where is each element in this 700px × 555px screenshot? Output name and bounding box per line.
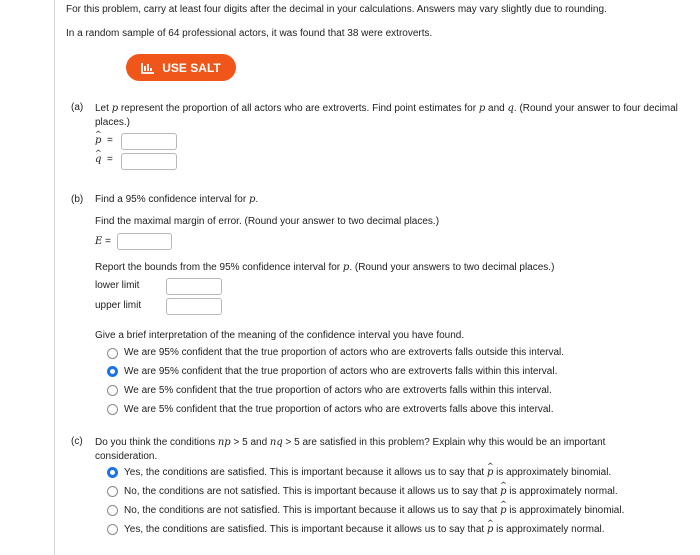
conditions-option-1-label[interactable]: Yes, the conditions are satisfied. This is important because it allows us to say that ^ p is approximately binomial. [124,467,611,478]
conditions-option-3-radio[interactable] [107,505,118,516]
conditions-option-1-radio[interactable] [107,467,118,478]
margin-error-input[interactable] [117,233,172,250]
interpretation-option-1-label[interactable]: We are 95% confident that the true proportion of actors who are extroverts falls outside this interval. [124,347,565,358]
part-a-prompt: Let p represent the proportion of all actors who are extroverts. Find point estimates for p and q. (Round your answer to four decimal places.) [95,103,678,128]
bounds-prompt: Report the bounds from the 95% confidence interval for p. (Round your answers to two decimal places.) [95,262,555,273]
left-border [54,0,55,555]
e-label: E = [95,236,111,247]
margin-error-prompt: Find the maximal margin of error. (Round your answer to two decimal places.) [95,216,440,227]
q-hat-input[interactable] [121,153,177,170]
interpretation-option-3-radio[interactable] [107,385,118,396]
part-c-prompt: Do you think the conditions np > 5 and nq > 5 are satisfied in this problem? Explain why this would be an important consideration. [95,437,606,462]
conditions-option-2-radio[interactable] [107,486,118,497]
use-salt-button[interactable] [126,54,236,81]
q-hat-label: ^ q [95,154,101,165]
upper-limit-label: upper limit [95,300,142,311]
part-c-marker: (c) [71,436,83,447]
conditions-option-4-radio[interactable] [107,524,118,535]
conditions-option-2-label[interactable]: No, the conditions are not satisfied. This is important because it allows us to say that ^ p is approximately normal. [124,486,618,497]
lower-limit-input[interactable] [166,278,222,295]
interpretation-option-4-label[interactable]: We are 5% confident that the true proportion of actors who are extroverts falls above this interval. [124,404,554,415]
p-hat-input[interactable] [121,133,177,150]
interpretation-option-3-label[interactable]: We are 5% confident that the true proportion of actors who are extroverts falls within this interval. [124,385,552,396]
interpretation-option-2-radio[interactable] [107,366,118,377]
interpretation-prompt: Give a brief interpretation of the meaning of the confidence interval you have found. [95,330,465,341]
lower-limit-label: lower limit [95,280,140,291]
interpretation-option-2-label[interactable]: We are 95% confident that the true proportion of actors who are extroverts falls within this interval. [124,366,558,377]
interpretation-option-4-radio[interactable] [107,404,118,415]
intro-sample-statement: In a random sample of 64 professional actors, it was found that 38 were extroverts. [66,28,433,39]
interpretation-option-1-radio[interactable] [107,348,118,359]
p-hat-label: ^ p [95,135,101,146]
conditions-option-4-label[interactable]: Yes, the conditions are satisfied. This is important because it allows us to say that ^ p is approximately normal. [124,524,605,535]
p-hat-equals: = [107,135,113,146]
use-salt-label: USE SALT [162,60,221,75]
q-hat-equals: = [107,154,113,165]
intro-rounding-note: For this problem, carry at least four digits after the decimal in your calculations. Answers may vary slightly due to rounding. [66,4,607,15]
salt-chart-icon [141,62,155,74]
part-a-marker: (a) [71,102,84,113]
part-b-prompt: Find a 95% confidence interval for p. [95,194,259,205]
part-b-marker: (b) [71,194,84,205]
conditions-option-3-label[interactable]: No, the conditions are not satisfied. This is important because it allows us to say that ^ p is approximately binomial. [124,505,624,516]
upper-limit-input[interactable] [166,298,222,315]
